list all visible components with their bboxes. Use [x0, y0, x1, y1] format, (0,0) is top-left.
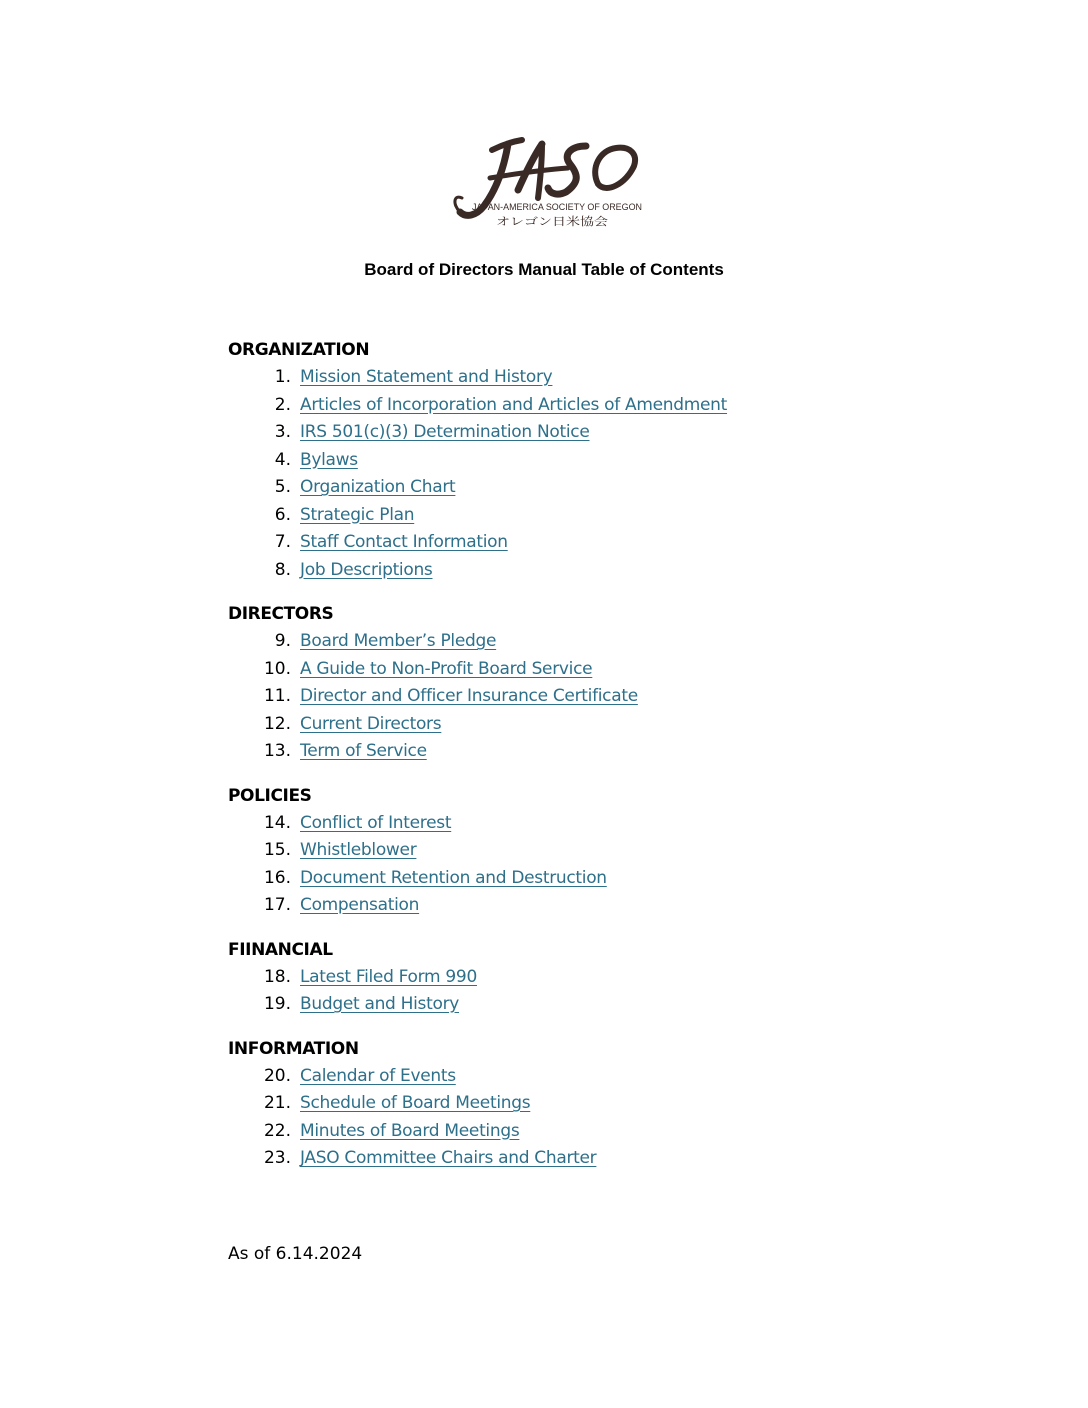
jaso-logo [430, 128, 650, 236]
toc-item [228, 837, 988, 865]
toc-item-spacer [291, 419, 300, 447]
toc-item-number: 7. [274, 532, 291, 552]
toc-item-number: 11. [263, 686, 291, 706]
toc-item [228, 1118, 988, 1146]
toc-item [228, 991, 988, 1019]
toc-item-spacer [291, 529, 300, 557]
toc-item-spacer [291, 502, 300, 530]
toc-item-number: 5. [274, 477, 291, 497]
toc-section-directors [228, 601, 988, 766]
toc-item [228, 502, 988, 530]
jaso-logo-brush-mark [430, 128, 650, 236]
toc-section-organization [228, 337, 988, 584]
toc-item [228, 683, 988, 711]
logo-japanese-name: オレゴン日米協会 [496, 215, 584, 228]
toc-link[interactable]: Compensation [300, 895, 420, 915]
toc-item-spacer [291, 656, 300, 684]
toc-link[interactable]: Whistleblower [300, 840, 417, 860]
toc-item-number: 14. [263, 812, 291, 833]
section-heading: ORGANIZATION [228, 340, 370, 360]
section-heading: DIRECTORS [228, 604, 334, 624]
toc-item-number: 9. [274, 631, 291, 651]
toc-link[interactable]: Staff Contact Information [300, 532, 508, 552]
toc-item-spacer [291, 810, 300, 838]
toc-link[interactable]: Budget and History [300, 994, 460, 1014]
toc-item-spacer [291, 628, 300, 656]
toc-item-number: 6. [274, 504, 291, 525]
toc-item [228, 364, 988, 392]
toc-item-spacer [291, 557, 300, 585]
toc-link[interactable]: Board Member’s Pledge [300, 631, 497, 651]
toc-section-fiinancial [228, 937, 988, 1019]
section-heading: INFORMATION [228, 1038, 359, 1059]
toc-section-information [228, 1036, 988, 1173]
toc-link[interactable]: Conflict of Interest [300, 812, 452, 833]
toc-item [228, 529, 988, 557]
toc-link[interactable]: Current Directors [300, 713, 442, 734]
toc-item [228, 892, 988, 920]
toc-link[interactable]: A Guide to Non-Profit Board Service [300, 658, 593, 679]
toc-item-spacer [291, 837, 300, 865]
toc-item-number: 2. [274, 394, 291, 415]
toc-item-number: 19. [263, 994, 291, 1014]
toc-link[interactable]: Mission Statement and History [300, 367, 553, 387]
toc-item-number: 22. [263, 1120, 291, 1141]
toc-item [228, 557, 988, 585]
toc-item [228, 711, 988, 739]
toc-item-spacer [291, 364, 300, 392]
toc-item [228, 964, 988, 992]
toc-item [228, 738, 988, 766]
toc-item [228, 1063, 988, 1091]
toc-item [228, 628, 988, 656]
toc-item [228, 1145, 988, 1173]
toc-item-spacer [291, 474, 300, 502]
table-of-contents [228, 337, 988, 1190]
toc-item-spacer [291, 1145, 300, 1173]
toc-link[interactable]: Director and Officer Insurance Certificate [300, 686, 638, 706]
toc-link[interactable]: Bylaws [300, 449, 358, 470]
toc-item-number: 17. [263, 895, 291, 915]
toc-item-number: 12. [263, 713, 291, 734]
toc-item [228, 474, 988, 502]
toc-item-spacer [291, 711, 300, 739]
toc-item-spacer [291, 738, 300, 766]
toc-item-spacer [291, 683, 300, 711]
toc-section-policies [228, 783, 988, 920]
toc-item-spacer [291, 991, 300, 1019]
toc-link[interactable]: IRS 501(c)(3) Determination Notice [300, 422, 590, 442]
toc-link[interactable]: Latest Filed Form 990 [300, 966, 477, 987]
toc-link[interactable]: Organization Chart [300, 477, 456, 497]
toc-item [228, 865, 988, 893]
toc-item-spacer [291, 1063, 300, 1091]
document-title: Board of Directors Manual Table of Contents [364, 260, 724, 279]
toc-item-number: 3. [274, 422, 291, 442]
toc-item [228, 419, 988, 447]
section-heading: POLICIES [228, 785, 312, 806]
toc-link[interactable]: Job Descriptions [300, 559, 433, 580]
toc-item [228, 392, 988, 420]
toc-link[interactable]: Document Retention and Destruction [300, 867, 607, 888]
toc-item-spacer [291, 392, 300, 420]
toc-item-number: 10. [263, 658, 291, 679]
toc-link[interactable]: Schedule of Board Meetings [300, 1093, 531, 1113]
toc-link[interactable]: Calendar of Events [300, 1065, 456, 1086]
toc-item-number: 16. [263, 867, 291, 888]
toc-item-spacer [291, 964, 300, 992]
toc-item [228, 447, 988, 475]
toc-item [228, 810, 988, 838]
toc-item-spacer [291, 865, 300, 893]
toc-item-number: 23. [263, 1148, 291, 1168]
toc-item-spacer [291, 892, 300, 920]
toc-link[interactable]: Articles of Incorporation and Articles of Amendment [300, 394, 728, 415]
toc-link[interactable]: JASO Committee Chairs and Charter [300, 1148, 597, 1168]
toc-item-number: 18. [263, 966, 291, 987]
as-of-date: As of 6.14.2024 [228, 1244, 363, 1264]
toc-item-spacer [291, 447, 300, 475]
toc-link[interactable]: Strategic Plan [300, 504, 415, 525]
toc-item-number: 1. [274, 367, 291, 387]
toc-item-number: 8. [274, 559, 291, 580]
toc-item [228, 656, 988, 684]
toc-item-number: 21. [263, 1093, 291, 1113]
logo-org-name: JAPAN-AMERICA SOCIETY OF OREGON [472, 202, 643, 213]
toc-item [228, 1090, 988, 1118]
section-heading: FIINANCIAL [228, 939, 333, 960]
toc-item-spacer [291, 1090, 300, 1118]
toc-link[interactable]: Minutes of Board Meetings [300, 1120, 520, 1141]
toc-item-number: 15. [263, 840, 291, 860]
toc-item-number: 20. [263, 1065, 291, 1086]
toc-link[interactable]: Term of Service [300, 741, 427, 761]
toc-item-number: 13. [263, 741, 291, 761]
toc-item-spacer [291, 1118, 300, 1146]
toc-item-number: 4. [274, 449, 291, 470]
